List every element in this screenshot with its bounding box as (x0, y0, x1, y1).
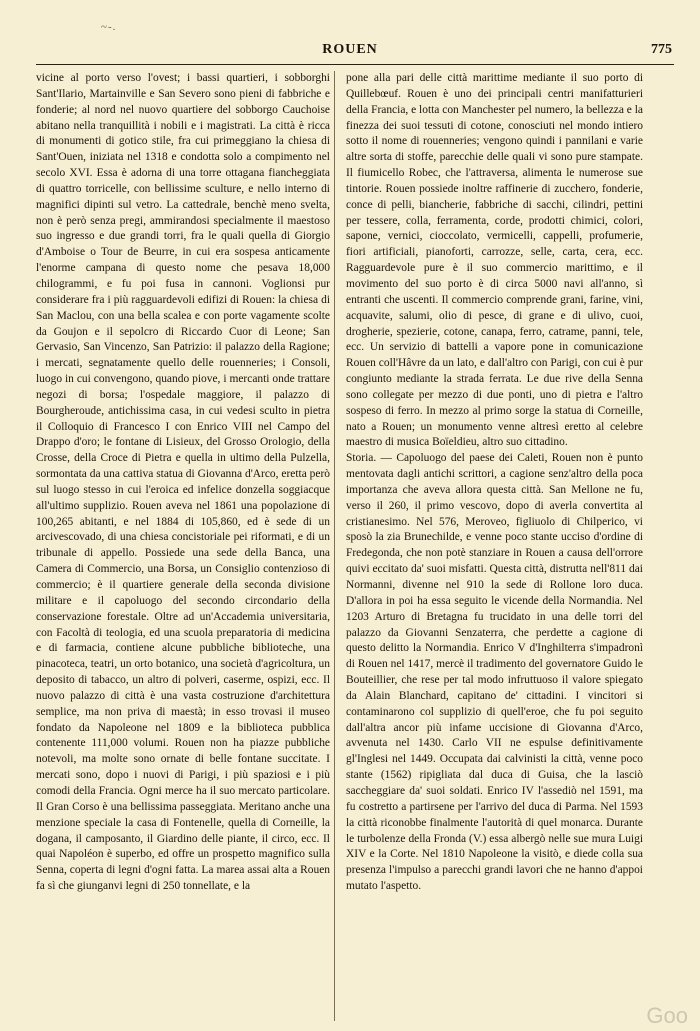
header-mark: ~-. (101, 21, 117, 33)
left-column (36, 71, 330, 895)
left-column-text: vicine al porto verso l'ovest; i bassi quartieri, i sobborghi Sant'Ilario, Martainville e San Severo sono pieni di fabbriche e fonderie; al nord nel nuovo quartiere del sobborgo Cauchoise abitano nella tranquillità i nobili e i magistrati. La città è ricca di monumenti di gotico stile, fra cui primeggiano la chiesa di Sant'Ouen, iniziata nel 1318 e condotta solo a compimento nel secolo XVI. Essa è adorna di una torre ottagana fiancheggiata di quattro torricelle, con bellissime sculture, e nello interno di magnifici dipinti sul vetro. La cattedrale, benchè meno svelta, non è però senza pregi, ammirandosi specialmente il maestoso suo ingresso e due grandi torri, fra le quali quella di Giorgio d'Amboise o Tour de Beurre, in cui era sospesa anticamente l'enorme campana di questo nome che pesava 18,000 chilogrammi, e fu poi fusa in cannoni. Voglionsi pur considerare fra i più ragguardevoli edifizi di Rouen: la chiesa di San Maclou, con una bella scalea e con porte vagamente scolte da Goujon e il sepolcro di Riccardo Cuor di Leone; San Gervasio, San Vincenzo, San Patrizio: il palazzo della Ragione; i mercati, segnatamente quello delle rouenneries; i Consoli, luogo in cui convengono, quando piove, i mercanti onde trattare negozi di borsa; l'ospedale maggiore, il palazzo di Bourgheroude, antichissima casa, in cui vedesi sculto in pietra il Colloquio di Francesco I con Enrico VIII nel Campo del Drappo d'oro; le fontane di Lisieux, del Grosso Orologio, della Crosse, della Croce di Pietra e quella in ultimo della Pulzella, sormontata da una cattiva statua di Giovanna d'Arco, eretta però sul luogo stesso in cui l'eroica ed infelice donzella soggiacque all'ultimo supplizio. Rouen aveva nel 1861 una popolazione di 100,265 abitanti, e nel 1884 di 105,860, ed è sede di un arcivescovado, di una chiesa concistoriale pei riformati, e di un tribunale di appello. Possiede una sede della Banca, una Camera di Commercio, una Borsa, un Consiglio contenzioso di commercio; è il quartiere generale della seconda divisione militare e il capoluogo del secondo circondario della conservazione forestale. Oltre ad un'Accademia universitaria, con Facoltà di teologia, ed una scuola preparatoria di medicina e di farmacia, contiene alcune pubbliche biblioteche, una pinacoteca, teatri, un orto botanico, una società d'agricoltura, un deposito di tabacco, un altro di polveri, caserme, ospizi, ecc. Il nuovo palazzo di città è una vasta costruzione d'architettura semplice, ma non priva di maestà; in esso trovasi il museo fondato da Napoleone nel 1809 e la biblioteca pubblica contenente 111,000 volumi. Rouen non ha piazze pubbliche notevoli, ma molte sono ornate di belle fontane succitate. I mercati sono, dopo i nuovi di Parigi, i più spaziosi e i più comodi della Francia. Ogni merce ha il suo mercato particolare. Il Gran Corso è una bellissima passeggiata. Meritano anche una menzione speciale la casa di Fontenelle, quella di Corneille, la dogana, il camposanto, il Giardino delle piante, il circo, ecc. Il quai Napoléon è superbo, ed offre un prospetto magnifico sulla Senna, coperta di legni d'ogni fatta. La marea assai alta a Rouen fa sì che giunganvi legni di 250 tonnellate, e la (36, 72, 330, 893)
running-title: ROUEN (322, 42, 378, 57)
page-number: 775 (651, 42, 672, 57)
header-rule (36, 64, 674, 65)
right-paragraph-history: Storia. — Capoluogo del paese dei Caleti, Rouen non è punto mentovata dagli antichi scrittori, a cagione senz'altro della poca importanza che aveva allora questa città. San Mellone ne fu, verso il 260, il primo vescovo, dopo di averla convertita al cristianesimo. Nel 576, Meroveo, figliuolo di Chilperico, vi sposò la zia Brunechilde, e venne poco stante ucciso d'ordine di Fredegonda, che non potè stanziare in Rouen a causa dell'orrore quivi eccitato da' suoi misfatti. Questa città, distrutta nell'811 dai Normanni, divenne nel 910 la sede di Rollone loro duca. D'allora in poi ha essa seguito le vicende della Normandia. Nel 1203 Arturo di Bretagna fu trucidato in una delle torri del palazzo da Giovanni Senzaterra, che perdette a cagione di questo delitto la Normandia. Enrico V d'Inghilterra s'impadronì di Rouen nel 1417, mercè il tradimento del governatore Guido le Bouteillier, che rese per tal modo infruttuoso il valore spiegato da Alain Blanchard, capitano de' cittadini. I vincitori si contaminarono col supplizio di quell'eroe, che fu poi seguito dall'altra ancor più infame uccisione di Giovanna d'Arco, avvenuta nel 1430. Carlo VII ne espulse definitivamente gl'Inglesi nel 1449. Occupata dai calvinisti la città, venne poco stante (1562) ripigliata dal duca di Guisa, che la lasciò saccheggiare da' suoi soldati. Enrico IV l'assediò nel 1591, ma fu costretto a partirsene per l'arrivo del duca di Parma. Nel 1593 la città riconobbe finalmente l'autorità di quel monarca. Durante le turbolenze della Fronda (V.) essa albergò nelle sue mura Luigi XIV e la Corte. Nel 1810 Napoleone la visitò, e diede colla sua presenza l'impulso a parecchi grandi lavori che ne hanno d'appoi mutato l'aspetto. (346, 452, 643, 893)
right-column (346, 71, 643, 895)
watermark: Goo (646, 1003, 688, 1028)
right-paragraph-industry: pone alla pari delle città marittime mediante il suo porto di Quillebœuf. Rouen è uno dei principali centri manifatturieri della Francia, e lotta con Manchester pel numero, la bellezza e la finezza dei suoi tessuti di cotone, conosciuti nel mondo intiero sotto il nome di rouenneries; vengono quindi i pannilani e varie altre sorta di stoffe, parecchie delle quali vi sono pure stampate. Il fiumicello Robec, che l'attraversa, alimenta le numerose sue tintorie. Rouen possiede inoltre raffinerie di zucchero, fonderie, conce di pelli, biancherie, fabbriche di sacchi, cilindri, pettini per tessere, colla, ferramenta, corde, prodotti chimici, colori, sapone, vernici, cioccolato, vermicelli, cappelli, profumerie, fiori artificiali, pianoforti, carrozze, selle, carta, cera, ecc. Ragguardevole pure è il suo commercio marittimo, e il movimento del suo porto è di circa 5000 navi all'anno, sì entranti che uscenti. Il commercio comprende grani, farine, vini, acquavite, salumi, olio di pesce, di grane e di ulivo, cuoi, drogherie, spezierie, cotone, canapa, ferro, catrame, panni, tele, ecc. Un servizio di battelli a vapore pone in comunicazione Rouen coll'Hâvre da un lato, e dall'altro con Parigi, con cui è pur congiunto mediante la strada ferrata. Le due rive della Senna sono collegate per mezzo di due ponti, uno di pietra e l'altro sospeso di ferro. In mezzo al primo sorge la statua di Corneille, nato a Rouen; un monumento venne altresì eretto al celebre maestro di musica Boïeldieu, altro suo cittadino. (346, 72, 643, 449)
column-divider (334, 71, 335, 1021)
